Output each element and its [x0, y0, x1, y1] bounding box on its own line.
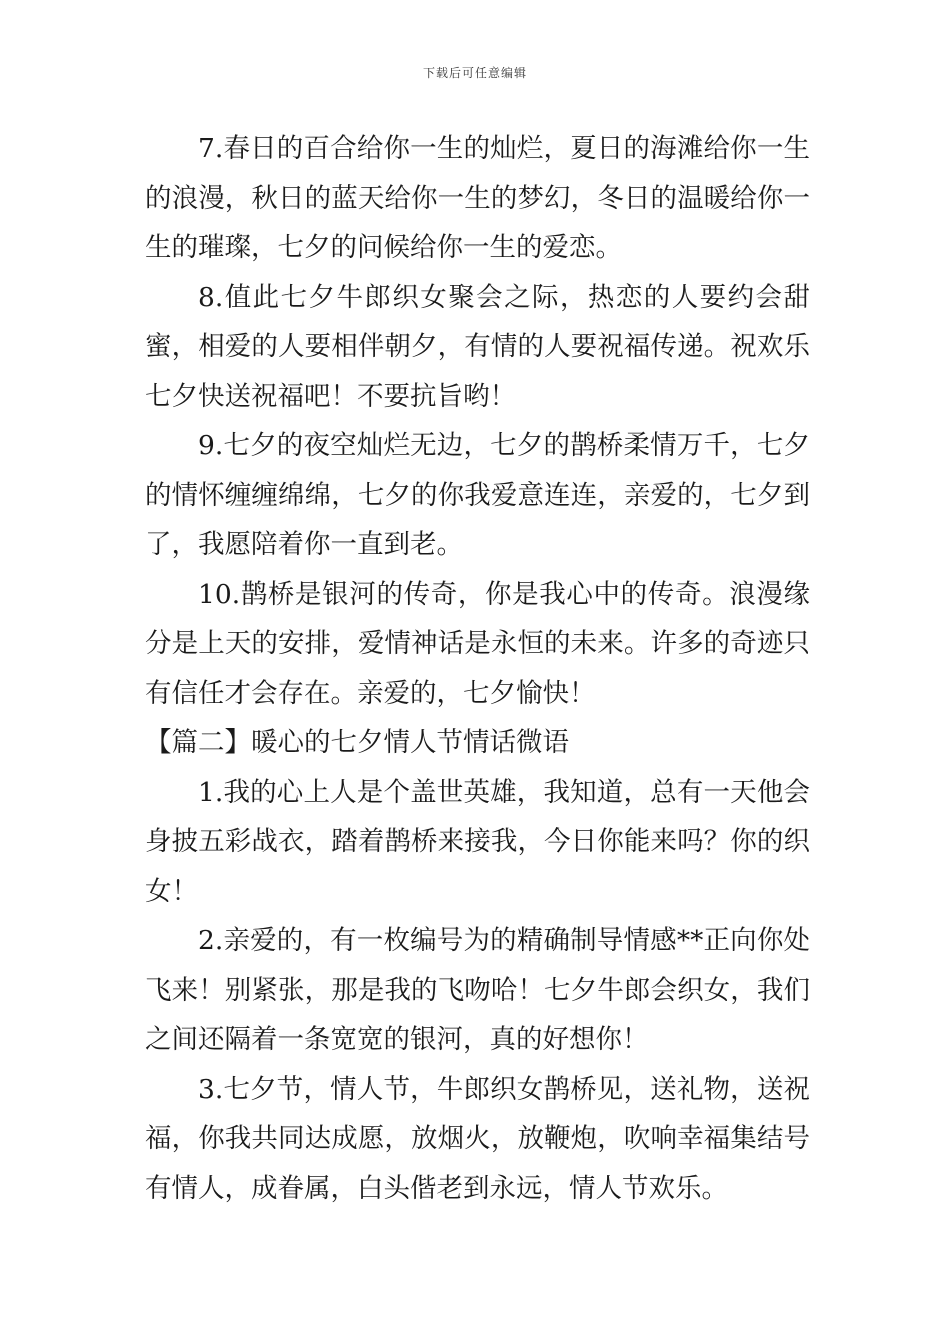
page-header-note: 下载后可任意编辑: [422, 66, 527, 80]
wish-paragraph-7: 7.春日的百合给你一生的灿烂，夏日的海滩给你一生的浪漫，秋日的蓝天给你一生的梦幻，冬日的温暖给你一生的璀璨，七夕的问候给你一生的爱恋。: [145, 133, 810, 263]
love-paragraph-1: 1.我的心上人是个盖世英雄，我知道，总有一天他会身披五彩战衣，踏着鹊桥来接我，今日你能来吗？你的织女！: [145, 776, 810, 907]
love-paragraph-2: 2.亲爱的，有一枚编号为的精确制导情感**正向你处飞来！别紧张，那是我的飞吻哈！七夕牛郎会织女，我们之间还隔着一条宽宽的银河，真的好想你！: [145, 925, 810, 1055]
wish-paragraph-8: 8.值此七夕牛郎织女聚会之际，热恋的人要约会甜蜜，相爱的人要相伴朝夕，有情的人要祝福传递。祝欢乐七夕快送祝福吧！不要抗旨哟！: [145, 281, 810, 412]
wish-paragraph-9: 9.七夕的夜空灿烂无边，七夕的鹊桥柔情万千，七夕的情怀缠缠绵绵，七夕的你我爱意连连，亲爱的，七夕到了，我愿陪着你一直到老。: [145, 430, 810, 560]
love-paragraph-3: 3.七夕节，情人节，牛郎织女鹊桥见，送礼物，送祝福，你我共同达成愿，放烟火，放鞭炮，吹响幸福集结号有情人，成眷属，白头偕老到永远，情人节欢乐。: [145, 1073, 810, 1204]
document-body: [145, 124, 810, 1213]
wish-paragraph-10: 10.鹊桥是银河的传奇，你是我心中的传奇。浪漫缘分是上天的安排，爱情神话是永恒的未来。许多的奇迹只有信任才会存在。亲爱的，七夕愉快！: [145, 578, 810, 709]
section-heading: 【篇二】暖心的七夕情人节情话微语: [145, 727, 569, 758]
